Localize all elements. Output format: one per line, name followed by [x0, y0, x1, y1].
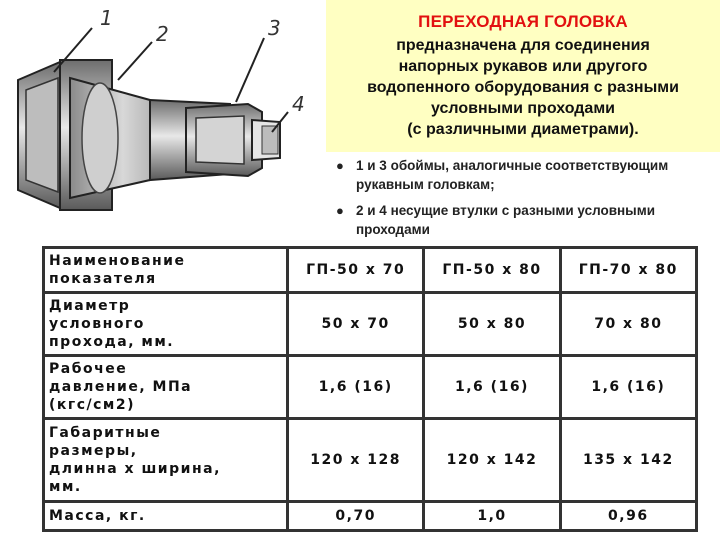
bullet-dot-icon: ● [336, 158, 344, 173]
table-row [44, 355, 697, 418]
description-line: (с различными диаметрами). [407, 121, 639, 138]
table-row [44, 292, 697, 355]
header-model-cell: ГП-50 х 80 [424, 248, 560, 293]
description-line: водопенного оборудования с разными [367, 79, 679, 96]
bullet-item: ● 2 и 4 несущие втулки с разными условными проходами [336, 203, 655, 237]
header-model-cell: ГП-70 х 80 [560, 248, 696, 293]
callout-2: 2 [156, 22, 169, 46]
bullet-dot-icon: ● [336, 203, 344, 218]
header-model-cell: ГП-50 х 70 [288, 248, 424, 293]
row-value-cell: 50 х 80 [424, 292, 560, 355]
row-value-cell: 135 х 142 [560, 419, 696, 502]
table-header-row [44, 248, 697, 293]
row-value-cell: 50 х 70 [288, 292, 424, 355]
callout-4: 4 [292, 92, 305, 116]
row-value-cell: 70 х 80 [560, 292, 696, 355]
table-row [44, 419, 697, 502]
row-value-cell: 1,6 (16) [288, 355, 424, 418]
row-value-cell: 0,70 [288, 502, 424, 531]
callout-1: 1 [100, 6, 113, 30]
row-parameter-cell: Диаметр условного прохода, мм. [44, 292, 288, 355]
row-value-cell: 120 х 128 [288, 419, 424, 502]
bullet-list [334, 156, 718, 246]
description-line: условными проходами [430, 100, 615, 117]
row-value-cell: 120 х 142 [424, 419, 560, 502]
description-line: предназначена для соединения [396, 37, 650, 54]
specification-table [42, 246, 698, 532]
row-value-cell: 1,0 [424, 502, 560, 531]
row-value-cell: 1,6 (16) [424, 355, 560, 418]
row-parameter-cell: Габаритные размеры, длинна х ширина, мм. [44, 419, 288, 502]
callout-3: 3 [268, 16, 281, 40]
description-line: напорных рукавов или другого [398, 58, 648, 75]
row-parameter-cell: Масса, кг. [44, 502, 288, 531]
row-value-cell: 1,6 (16) [560, 355, 696, 418]
description-title: ПЕРЕХОДНАЯ ГОЛОВКА [418, 12, 628, 31]
adapter-head-drawing [0, 0, 322, 250]
description-body [338, 35, 708, 140]
row-parameter-cell: Рабочее давление, МПа (кгс/см2) [44, 355, 288, 418]
description-panel [326, 0, 720, 152]
header-parameter-cell: Наименование показателя [44, 248, 288, 293]
bullet-item: ● 1 и 3 обоймы, аналогичные соответствующим рукавным головкам; [336, 158, 669, 192]
table-row [44, 502, 697, 531]
row-value-cell: 0,96 [560, 502, 696, 531]
